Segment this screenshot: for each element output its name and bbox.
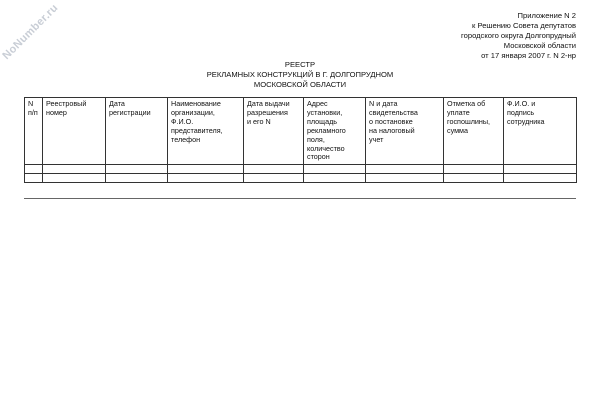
table-cell[interactable]: [504, 174, 577, 183]
title-line: РЕКЛАМНЫХ КОНСТРУКЦИЙ В Г. ДОЛГОПРУДНОМ: [206, 70, 394, 79]
table-cell[interactable]: [304, 165, 366, 174]
table-cell[interactable]: [43, 165, 106, 174]
table-cell[interactable]: [504, 165, 577, 174]
title-line: МОСКОВСКОЙ ОБЛАСТИ: [253, 80, 347, 89]
title-line: РЕЕСТР: [284, 60, 316, 69]
horizontal-rule: [24, 198, 576, 199]
table-row: [25, 174, 577, 183]
column-header: Адрес установки, площадь рекламного поля, количество сторон: [304, 98, 366, 165]
document-title: [0, 60, 600, 90]
column-header: N и дата свидетельства о постановке на налоговый учет: [366, 98, 444, 165]
column-header: Наименование организации, Ф.И.О. представителя, телефон: [168, 98, 244, 165]
header-row: [25, 98, 577, 165]
table-cell[interactable]: [366, 165, 444, 174]
appendix-line: к Решению Совета депутатов: [472, 21, 576, 30]
table-cell[interactable]: [106, 165, 168, 174]
watermark: NoNumber.ru: [0, 1, 61, 63]
appendix-reference: [461, 11, 576, 61]
registry-table: [24, 97, 577, 183]
table-cell[interactable]: [168, 174, 244, 183]
table-cell[interactable]: [43, 174, 106, 183]
appendix-line: Московской области: [503, 41, 576, 50]
table-cell[interactable]: [168, 165, 244, 174]
table-cell[interactable]: [244, 174, 304, 183]
appendix-line: городского округа Долгопрудный: [461, 31, 576, 40]
table-cell[interactable]: [304, 174, 366, 183]
table-cell[interactable]: [25, 174, 43, 183]
table-cell[interactable]: [25, 165, 43, 174]
table-cell[interactable]: [444, 165, 504, 174]
column-header: Дата регистрации: [106, 98, 168, 165]
appendix-line: Приложение N 2: [517, 11, 576, 20]
table-row: [25, 165, 577, 174]
table-cell[interactable]: [244, 165, 304, 174]
table-header: [25, 98, 577, 165]
table-cell[interactable]: [444, 174, 504, 183]
column-header: Ф.И.О. и подпись сотрудника: [504, 98, 577, 165]
column-header: Отметка об уплате госпошлины, сумма: [444, 98, 504, 165]
column-header: N п/п: [25, 98, 43, 165]
table-cell[interactable]: [106, 174, 168, 183]
table-cell[interactable]: [366, 174, 444, 183]
column-header: Дата выдачи разрешения и его N: [244, 98, 304, 165]
appendix-line: от 17 января 2007 г. N 2-нр: [481, 51, 576, 60]
table-body: [25, 165, 577, 183]
column-header: Реестровый номер: [43, 98, 106, 165]
